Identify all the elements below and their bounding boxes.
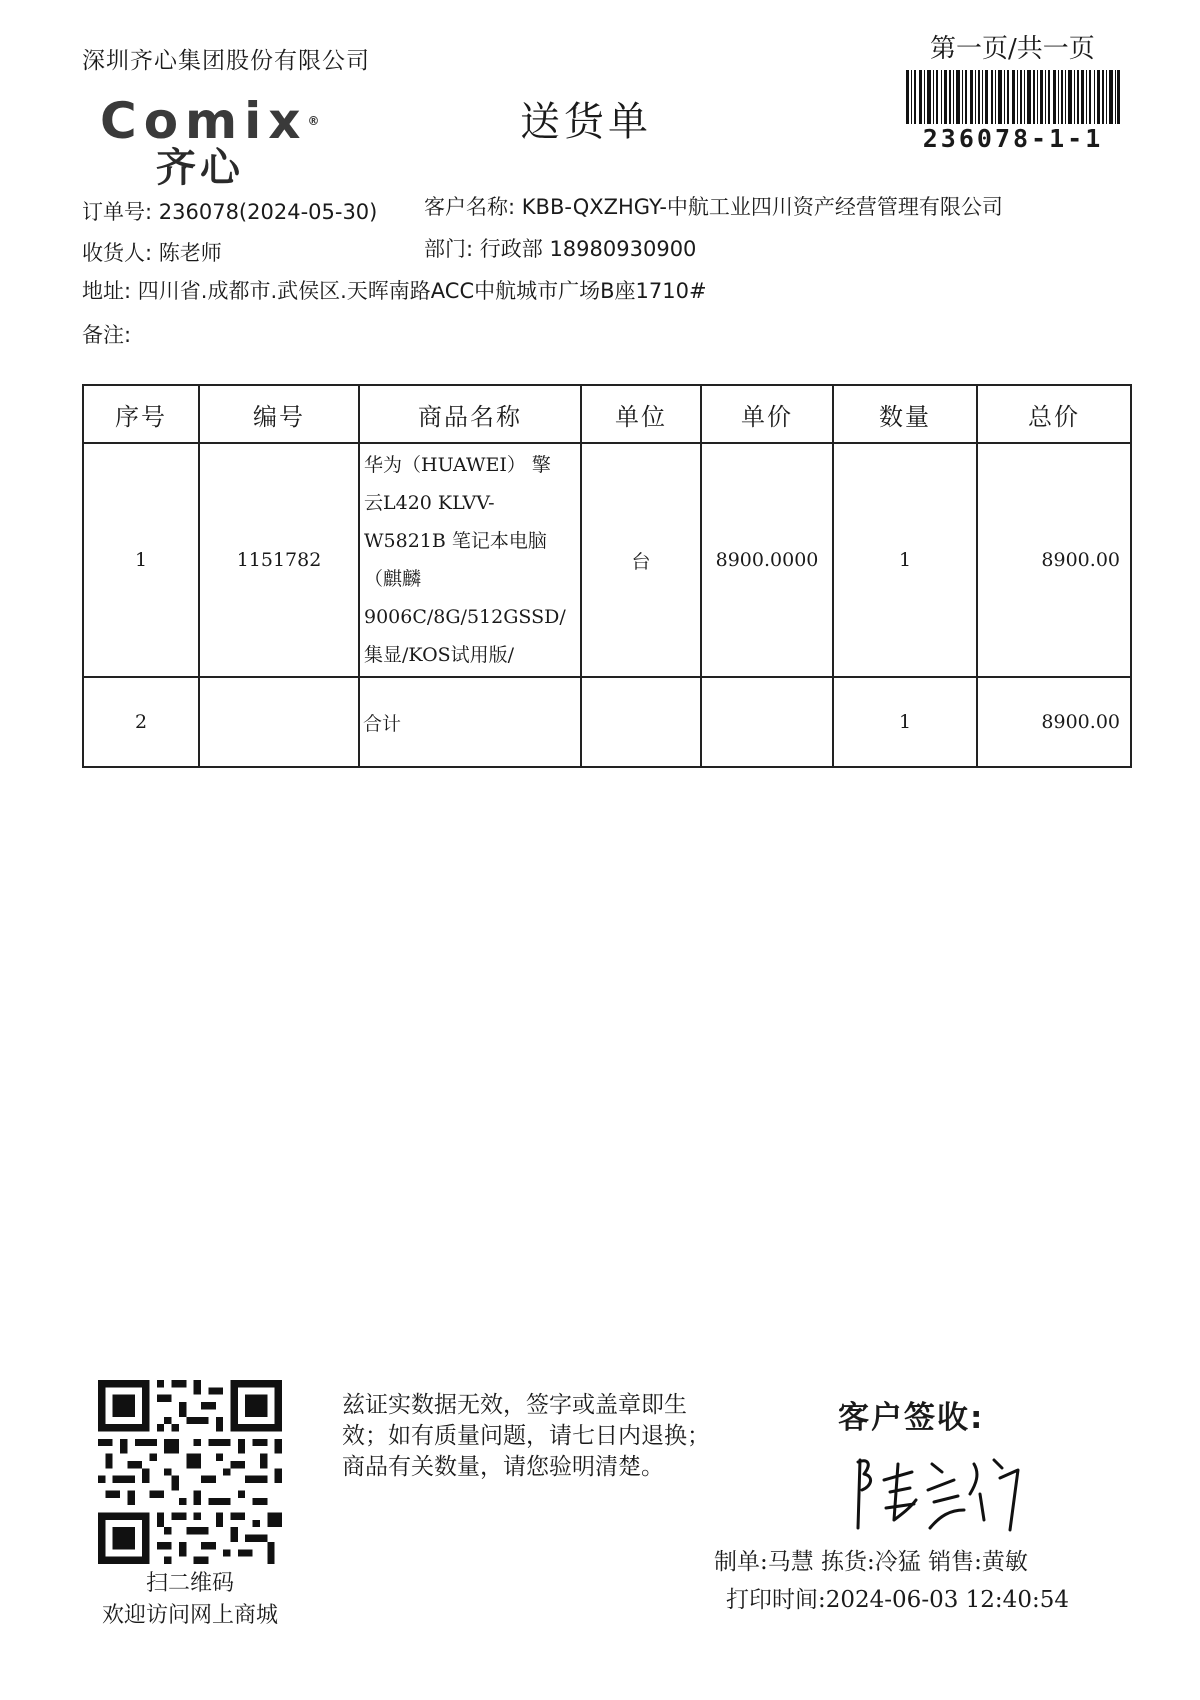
order-number [82,196,377,226]
cell-seq: 2 [83,677,199,767]
table-row [83,443,1131,677]
customer-name [424,191,1003,221]
header-unit-price: 单价 [701,385,833,443]
customer-sign-label: 客户签收: [838,1400,985,1436]
logo-text-cn: 齐心 [156,145,244,191]
print-time: 打印时间:2024-06-03 12:40:54 [726,1587,1069,1613]
table-header-row [83,385,1131,443]
customer-label: 客户名称: [424,195,516,219]
receiver-label: 收货人: [82,241,153,265]
notice-line: 兹证实数据无效，签字或盖章即生 [342,1392,687,1418]
receiver [82,237,222,267]
cell-unit [581,677,701,767]
header-product-name: 商品名称 [359,385,581,443]
customer-value: KBB-QXZHGY-中航工业四川资产经营管理有限公司 [521,195,1003,219]
company-name: 深圳齐心集团股份有限公司 [82,48,370,74]
cell-quantity: 1 [833,443,977,677]
remark [82,319,131,349]
address-value: 四川省.成都市.武侯区.天晖南路ACC中航城市广场B座1710# [137,279,707,303]
product-name-line: （麒麟 [364,568,422,590]
document-title: 送货单 [520,99,652,145]
cell-unit-price [701,677,833,767]
department-value: 行政部 18980930900 [479,237,697,261]
receiver-value: 陈老师 [158,241,222,265]
header-total: 总价 [977,385,1131,443]
address [82,275,707,305]
items-table [82,384,1132,768]
cell-total: 8900.00 [977,677,1131,767]
cell-unit: 台 [581,443,701,677]
logo-text-en: Comix [100,92,308,150]
product-name-line: W5821B 笔记本电脑 [364,530,547,552]
cell-seq: 1 [83,443,199,677]
qr-caption-secondary: 欢迎访问网上商城 [101,1603,278,1628]
handwritten-signature [850,1450,1025,1540]
staff-info: 制单:马慧 拣货:冷猛 销售:黄敏 [714,1549,1028,1575]
product-name-line: 云L420 KLVV- [364,492,495,514]
address-label: 地址: [82,279,132,303]
notice-text [342,1390,752,1483]
cell-summary-label: 合计 [359,677,581,767]
cell-code: 1151782 [199,443,359,677]
table-row-summary [83,677,1131,767]
header-unit: 单位 [581,385,701,443]
department [424,233,696,263]
remark-label: 备注: [82,323,132,347]
product-name-line: 华为（HUAWEI） 擎 [364,454,551,476]
cell-product-name [359,443,581,677]
header-seq: 序号 [83,385,199,443]
qr-caption: 扫二维码 [145,1571,234,1596]
notice-line: 效；如有质量问题，请七日内退换； [342,1423,710,1449]
cell-unit-price: 8900.0000 [701,443,833,677]
cell-total: 8900.00 [977,443,1131,677]
barcode-number: 236078-1-1 [922,124,1104,153]
order-number-label: 订单号: [82,200,153,224]
order-number-value: 236078(2024-05-30) [158,200,378,224]
qr-code [98,1380,282,1564]
notice-line: 商品有关数量，请您验明清楚。 [342,1454,664,1480]
registered-mark: ® [307,114,327,128]
department-label: 部门: [424,237,474,261]
product-name-line: 集显/KOS试用版/ [364,644,515,666]
cell-quantity: 1 [833,677,977,767]
header-quantity: 数量 [833,385,977,443]
comix-logo [100,92,340,196]
product-name-line: 9006C/8G/512GSSD/ [364,606,566,628]
header-code: 编号 [199,385,359,443]
cell-code [199,677,359,767]
barcode [906,70,1120,124]
page-indicator: 第一页/共一页 [930,34,1095,64]
